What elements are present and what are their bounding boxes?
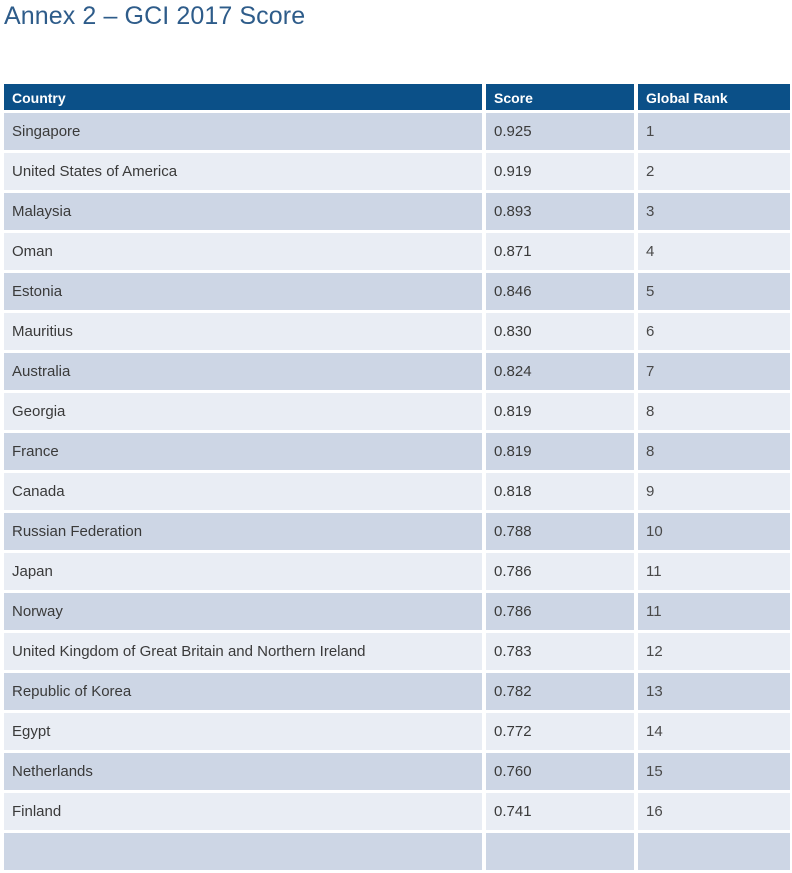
- score-cell: 0.788: [486, 513, 634, 550]
- score-cell: 0.818: [486, 473, 634, 510]
- score-cell: 0.782: [486, 673, 634, 710]
- score-cell: 0.741: [486, 793, 634, 830]
- country-cell: Malaysia: [4, 193, 482, 230]
- rank-cell: 10: [638, 513, 790, 550]
- rank-cell: 9: [638, 473, 790, 510]
- rank-cell: 15: [638, 753, 790, 790]
- table-row: [4, 713, 790, 750]
- page-title: Annex 2 – GCI 2017 Score: [4, 2, 306, 30]
- score-cell: 0.786: [486, 593, 634, 630]
- score-cell: 0.819: [486, 393, 634, 430]
- score-table: [0, 81, 792, 873]
- score-cell: 0.824: [486, 353, 634, 390]
- country-cell: Norway: [4, 593, 482, 630]
- score-cell: 0.846: [486, 273, 634, 310]
- table-row: [4, 593, 790, 630]
- rank-cell: 16: [638, 793, 790, 830]
- country-cell: Oman: [4, 233, 482, 270]
- rank-cell: 14: [638, 713, 790, 750]
- table-header-row: [4, 84, 790, 110]
- table-row: [4, 233, 790, 270]
- rank-cell: 13: [638, 673, 790, 710]
- table-row: [4, 393, 790, 430]
- score-cell: 0.819: [486, 433, 634, 470]
- rank-cell: 5: [638, 273, 790, 310]
- score-cell: 0.760: [486, 753, 634, 790]
- score-cell: 0.772: [486, 713, 634, 750]
- rank-cell: 8: [638, 393, 790, 430]
- table-row: [4, 193, 790, 230]
- table-row-partial: [4, 833, 790, 870]
- rank-cell: 2: [638, 153, 790, 190]
- rank-cell: 1: [638, 113, 790, 150]
- table-row: [4, 513, 790, 550]
- rank-cell: 8: [638, 433, 790, 470]
- country-cell-empty: [4, 833, 482, 870]
- score-cell: 0.783: [486, 633, 634, 670]
- country-cell: Finland: [4, 793, 482, 830]
- country-cell: Russian Federation: [4, 513, 482, 550]
- country-cell: Netherlands: [4, 753, 482, 790]
- score-table-container: [4, 84, 790, 873]
- table-row: [4, 313, 790, 350]
- table-row: [4, 273, 790, 310]
- table-row: [4, 473, 790, 510]
- rank-cell: 11: [638, 593, 790, 630]
- rank-cell: 6: [638, 313, 790, 350]
- country-cell: Canada: [4, 473, 482, 510]
- table-row: [4, 793, 790, 830]
- score-cell: 0.830: [486, 313, 634, 350]
- rank-cell: 7: [638, 353, 790, 390]
- column-header-country: Country: [4, 84, 482, 110]
- score-cell-empty: [486, 833, 634, 870]
- table-row: [4, 353, 790, 390]
- column-header-global-rank: Global Rank: [638, 84, 790, 110]
- country-cell: Republic of Korea: [4, 673, 482, 710]
- column-header-score: Score: [486, 84, 634, 110]
- country-cell: Japan: [4, 553, 482, 590]
- rank-cell: 4: [638, 233, 790, 270]
- country-cell: Egypt: [4, 713, 482, 750]
- table-row: [4, 113, 790, 150]
- table-row: [4, 433, 790, 470]
- country-cell: United Kingdom of Great Britain and Northern Ireland: [4, 633, 482, 670]
- country-cell: France: [4, 433, 482, 470]
- country-cell: Mauritius: [4, 313, 482, 350]
- table-row: [4, 753, 790, 790]
- country-cell: Georgia: [4, 393, 482, 430]
- country-cell: United States of America: [4, 153, 482, 190]
- rank-cell-empty: [638, 833, 790, 870]
- score-cell: 0.871: [486, 233, 634, 270]
- score-cell: 0.786: [486, 553, 634, 590]
- rank-cell: 11: [638, 553, 790, 590]
- score-cell: 0.919: [486, 153, 634, 190]
- country-cell: Estonia: [4, 273, 482, 310]
- score-cell: 0.925: [486, 113, 634, 150]
- table-row: [4, 153, 790, 190]
- table-row: [4, 553, 790, 590]
- rank-cell: 12: [638, 633, 790, 670]
- country-cell: Australia: [4, 353, 482, 390]
- table-row: [4, 633, 790, 670]
- table-row: [4, 673, 790, 710]
- country-cell: Singapore: [4, 113, 482, 150]
- rank-cell: 3: [638, 193, 790, 230]
- score-cell: 0.893: [486, 193, 634, 230]
